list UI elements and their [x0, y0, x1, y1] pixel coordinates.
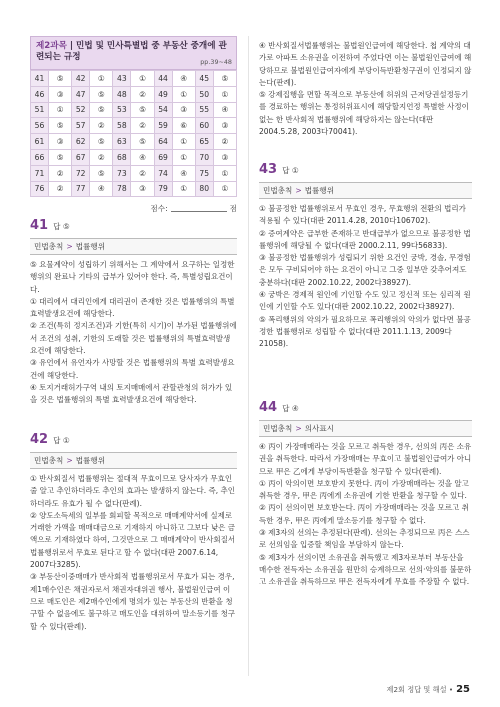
explanation-item: ③ 불공정한 법률행위가 성립되기 위한 요건인 궁박, 경솔, 무경험은 모두 구비되어야 하는 요건이 아니고 그중 일부만 갖추어져도 충분하다(대판 2002.10.22, 2002다38927). — [259, 253, 471, 287]
answer-section — [30, 36, 237, 214]
answer-question-number: 53 — [113, 102, 131, 118]
answer-choice: ⑤ — [131, 102, 154, 118]
question-41 — [30, 214, 237, 407]
answer-choice: ① — [172, 149, 195, 165]
question-number: 44 — [259, 400, 278, 415]
explanation-item: ④ 丙이 가장매매라는 것을 모르고 취득한 경우, 선의의 丙은 소유권을 취득한다. 따라서 가장매매는 무효이고 불법원인급여가 아니므로 甲은 乙에게 부당이득반환을 청구할 수 있다(판례). — [259, 442, 472, 476]
answer-row — [31, 86, 237, 102]
answer-question-number: 46 — [31, 86, 49, 102]
answer-question-number: 63 — [113, 134, 131, 150]
explanation-item: ④ 궁박은 경제적 원인에 기인할 수도 있고 정신적 또는 심리적 원인에 기인할 수도 있다(대판 2002.10.22, 2002다38927). — [259, 290, 471, 312]
breadcrumb — [259, 182, 472, 199]
answer-choice: ① — [172, 181, 195, 197]
answer-question-number: 74 — [154, 165, 172, 181]
breadcrumb-category: 민법총칙 — [263, 186, 293, 195]
answer-choice: ③ — [213, 118, 236, 134]
breadcrumb-category: 민법총칙 — [34, 456, 64, 465]
score-row — [30, 203, 237, 214]
explanation-item: ④ 토지거래허가구역 내의 토지매매에서 관할관청의 허가가 있을 것은 법률행위의 특별 효력발생요건에 해당한다. — [30, 382, 233, 405]
page-number: 25 — [456, 684, 470, 695]
chevron-right-icon: > — [66, 456, 73, 465]
answer-row — [31, 134, 237, 150]
answer-row — [31, 149, 237, 165]
question-number: 41 — [30, 218, 49, 233]
answer-question-number: 72 — [72, 165, 90, 181]
explanation-item: ② 조건(특히 정지조건)과 기한(특히 시기)이 부가된 법률행위에서 조건의 성취, 기한의 도래할 것은 법률행위의 특별효력발생요건에 해당한다. — [30, 321, 237, 356]
answer-question-number: 76 — [31, 181, 49, 197]
answer-question-number: 71 — [31, 165, 49, 181]
breadcrumb-topic: 법률행위 — [304, 186, 335, 195]
breadcrumb-topic: 의사표시 — [304, 424, 335, 433]
question-answer: 답 ① — [53, 436, 70, 445]
explanation-list — [259, 203, 472, 351]
question-43 — [259, 158, 472, 351]
answer-question-number: 66 — [31, 149, 49, 165]
question-answer: 답 ④ — [282, 404, 299, 413]
answer-question-number: 64 — [154, 134, 172, 150]
question-42-continued — [259, 36, 472, 138]
answer-choice: ⑤ — [49, 118, 72, 134]
question-answer: 답 ⑤ — [53, 222, 70, 231]
section-header — [30, 36, 237, 70]
question-number: 42 — [30, 432, 49, 447]
section-title-prefix: 제2과목 — [36, 41, 67, 51]
explanation-list — [30, 259, 237, 407]
answer-question-number: 42 — [72, 71, 90, 87]
answer-question-number: 80 — [195, 181, 213, 197]
answer-question-number: 43 — [113, 71, 131, 87]
explanation-item: ⑤ 강제집행을 면할 목적으로 부동산에 허위의 근저당권설정등기를 경료하는 행위는 통정허위표시에 해당할지언정 특별한 사정이 없는 한 반사회적 법률행위에 해당하지는 않는다(대판 2004.5.28, 2003다70041). — [259, 90, 469, 137]
explanation-item: ② 양도소득세의 일부를 회피할 목적으로 매매계약서에 실제로 거래한 가액을 매매대금으로 기재하지 아니하고 그보다 낮은 금액으로 기재하였다 하여, 그것만으로 그 매매계약이 반사회질서 법률행위로서 무효로 된다고 할 수 없다(대판 2007.6.14, 2007다3285). — [30, 510, 236, 570]
answer-choice: ③ — [131, 181, 154, 197]
answer-choice: ② — [90, 118, 113, 134]
chevron-right-icon: > — [295, 424, 302, 433]
explanation-item: ① 丙이 악의이면 보호받지 못한다. 丙이 가장매매라는 것을 알고 취득한 경우, 甲은 丙에게 소유권에 기한 반환을 청구할 수 있다. — [259, 478, 469, 501]
answer-question-number: 56 — [31, 118, 49, 134]
explanation-list — [259, 441, 472, 589]
answer-row — [31, 102, 237, 118]
answer-choice: ④ — [172, 71, 195, 87]
answer-question-number: 67 — [72, 149, 90, 165]
answer-choice: ④ — [90, 181, 113, 197]
answer-row — [31, 181, 237, 197]
answer-choice: ⑤ — [49, 149, 72, 165]
breadcrumb-topic: 법률행위 — [75, 242, 106, 251]
answer-question-number: 79 — [154, 181, 172, 197]
answer-choice: ① — [131, 71, 154, 87]
answer-question-number: 55 — [195, 102, 213, 118]
explanation-list — [259, 40, 472, 138]
answer-question-number: 60 — [195, 118, 213, 134]
answer-choice: ⑤ — [49, 71, 72, 87]
answer-choice: ③ — [49, 134, 72, 150]
explanation-item: ② 증여계약은 급부한 존재하고 반대급부가 없으므로 불공정한 법률행위에 해당될 수 없다(대판 2000.2.11, 99다56833). — [259, 228, 471, 250]
explanation-item: ⑤ 제3자가 선의이면 소유권을 취득했고 제3자로부터 부동산을 매수한 전득자는 소유권을 원만히 승계하므로 선의·악의를 불문하고 소유권을 취득하므로 甲은 전득자에게 무효를 주장할 수 없다. — [259, 552, 472, 587]
answer-choice: ① — [213, 165, 236, 181]
chevron-right-icon: > — [295, 186, 302, 195]
answer-choice: ② — [131, 118, 154, 134]
answer-question-number: 61 — [31, 134, 49, 150]
answer-choice: ⑤ — [90, 102, 113, 118]
answer-question-number: 49 — [154, 86, 172, 102]
question-answer: 답 ① — [282, 166, 299, 175]
breadcrumb — [30, 452, 237, 469]
answer-table — [30, 70, 237, 197]
answer-choice: ② — [131, 165, 154, 181]
chevron-right-icon: > — [66, 242, 73, 251]
answer-question-number: 51 — [31, 102, 49, 118]
answer-question-number: 45 — [195, 71, 213, 87]
answer-choice: ⑤ — [90, 86, 113, 102]
question-number: 43 — [259, 162, 278, 177]
answer-question-number: 44 — [154, 71, 172, 87]
answer-question-number: 58 — [113, 118, 131, 134]
answer-choice: ① — [172, 134, 195, 150]
answer-question-number: 52 — [72, 102, 90, 118]
answer-choice: ② — [49, 181, 72, 197]
answer-choice: ② — [213, 134, 236, 150]
breadcrumb-topic: 법률행위 — [75, 456, 106, 465]
breadcrumb-category: 민법총칙 — [263, 424, 293, 433]
page-footer: 제2회 정답 및 해설 • 25 — [386, 684, 470, 695]
score-blank — [171, 203, 227, 212]
answer-choice: ③ — [213, 149, 236, 165]
explanation-item: ② 丙이 선의이면 보호받는다. 丙이 가장매매라는 것을 모르고 취득한 경우, 甲은 丙에게 말소등기를 청구할 수 없다. — [259, 503, 469, 525]
answer-question-number: 54 — [154, 102, 172, 118]
breadcrumb-category: 민법총칙 — [34, 242, 64, 251]
explanation-list — [30, 473, 237, 633]
score-label: 점수: — [150, 204, 168, 214]
explanation-item: ③ 부동산이중매매가 반사회적 법률행위로서 무효가 되는 경우, 제1매수인은 채권자로서 채권자대위권 행사, 불법원인급여 이므로 매도인은 제2매수인에게 명의가 있는 부동산의 반환을 청구할 수 없음에도 불구하고 매도인을 대위하여 말소등기를 청구할 수 있다(판례). — [30, 572, 236, 631]
section-title-main: 민법 및 민사특별법 중 부동산 중개에 관련되는 규정 — [36, 41, 227, 62]
answer-choice: ① — [213, 181, 236, 197]
answer-choice: ① — [213, 86, 236, 102]
answer-question-number: 77 — [72, 181, 90, 197]
question-42 — [30, 428, 237, 633]
answer-row — [31, 165, 237, 181]
answer-question-number: 48 — [113, 86, 131, 102]
answer-choice: ④ — [172, 165, 195, 181]
answer-question-number: 50 — [195, 86, 213, 102]
explanation-item: ③ 제3자의 선의는 추정된다(판례). 선의는 추정되므로 丙은 스스로 선의임을 입증할 책임을 부담하지 않는다. — [259, 528, 470, 550]
answer-row — [31, 71, 237, 87]
section-title: 제2과목 | 민법 및 민사특별법 중 부동산 중개에 관련되는 규정 — [36, 41, 227, 62]
answer-choice: ⑤ — [213, 71, 236, 87]
answer-question-number: 68 — [113, 149, 131, 165]
answer-choice: ④ — [213, 102, 236, 118]
answer-choice: ④ — [131, 149, 154, 165]
answer-question-number: 78 — [113, 181, 131, 197]
answer-choice: ⑤ — [131, 134, 154, 150]
answer-choice: ② — [90, 149, 113, 165]
answer-choice: ⑥ — [172, 118, 195, 134]
breadcrumb — [259, 420, 472, 437]
answer-row — [31, 118, 237, 134]
answer-choice: ② — [49, 165, 72, 181]
explanation-item: ① 불공정한 법률행위로서 무효인 경우, 무효행위 전환의 법리가 적용될 수 있다(대판 2011.4.28, 2010다106702). — [259, 204, 466, 226]
answer-choice: ③ — [172, 102, 195, 118]
section-pages: pp.39~48 — [200, 58, 232, 66]
explanation-item: ⑤ 폭리행위의 악의가 필요하므로 폭리행위의 악의가 없다면 불공정한 법률행위로 성립할 수 없다(대판 2011.1.13, 2009다21058). — [259, 314, 471, 349]
question-44 — [259, 396, 472, 589]
answer-choice: ③ — [49, 86, 72, 102]
explanation-item: ③ 유언에서 유언자가 사망할 것은 법률행위의 특별 효력발생요건에 해당한다. — [30, 358, 235, 380]
answer-question-number: 70 — [195, 149, 213, 165]
answer-choice: ⑤ — [90, 165, 113, 181]
answer-question-number: 73 — [113, 165, 131, 181]
answer-choice: ① — [49, 102, 72, 118]
answer-question-number: 69 — [154, 149, 172, 165]
answer-question-number: 62 — [72, 134, 90, 150]
answer-choice: ① — [172, 86, 195, 102]
breadcrumb — [30, 238, 237, 255]
score-unit: 점 — [229, 204, 237, 214]
column-divider — [248, 36, 249, 676]
explanation-item: ① 반사회질서 법률행위는 절대적 무효이므로 당사자가 무효인 줄 알고 추인하더라도 추인의 효과는 발생하지 않는다. 즉, 추인하더라도 유효가 될 수 없다(판례). — [30, 474, 235, 508]
answer-question-number: 59 — [154, 118, 172, 134]
answer-choice: ① — [90, 71, 113, 87]
explanation-item: ④ 반사회질서법률행위는 불법원인급여에 해당한다. 첩 계약의 대가로 아파트 소유권을 이전하여 주었다면 이는 불법원인급여에 해당하므로 불법원인급여자에게 부당이득반환청구권이 인정되지 않는다(판례). — [259, 41, 472, 87]
answer-question-number: 47 — [72, 86, 90, 102]
answer-question-number: 65 — [195, 134, 213, 150]
answer-choice: ⑤ — [90, 134, 113, 150]
answer-choice: ② — [131, 86, 154, 102]
footer-text: 제2회 정답 및 해설 — [386, 685, 447, 694]
explanation-item: ⑤ 요물계약이 성립하기 위해서는 그 계약에서 요구하는 일정한 행위의 완료나 기타의 급부가 있어야 한다. 즉, 특별성립요건이다. — [30, 260, 235, 294]
answer-question-number: 41 — [31, 71, 49, 87]
answer-question-number: 75 — [195, 165, 213, 181]
explanation-item: ① 대리에서 대리인에게 대리권이 존재한 것은 법률행위의 특별 효력발생요건에 해당한다. — [30, 296, 235, 319]
answer-question-number: 57 — [72, 118, 90, 134]
